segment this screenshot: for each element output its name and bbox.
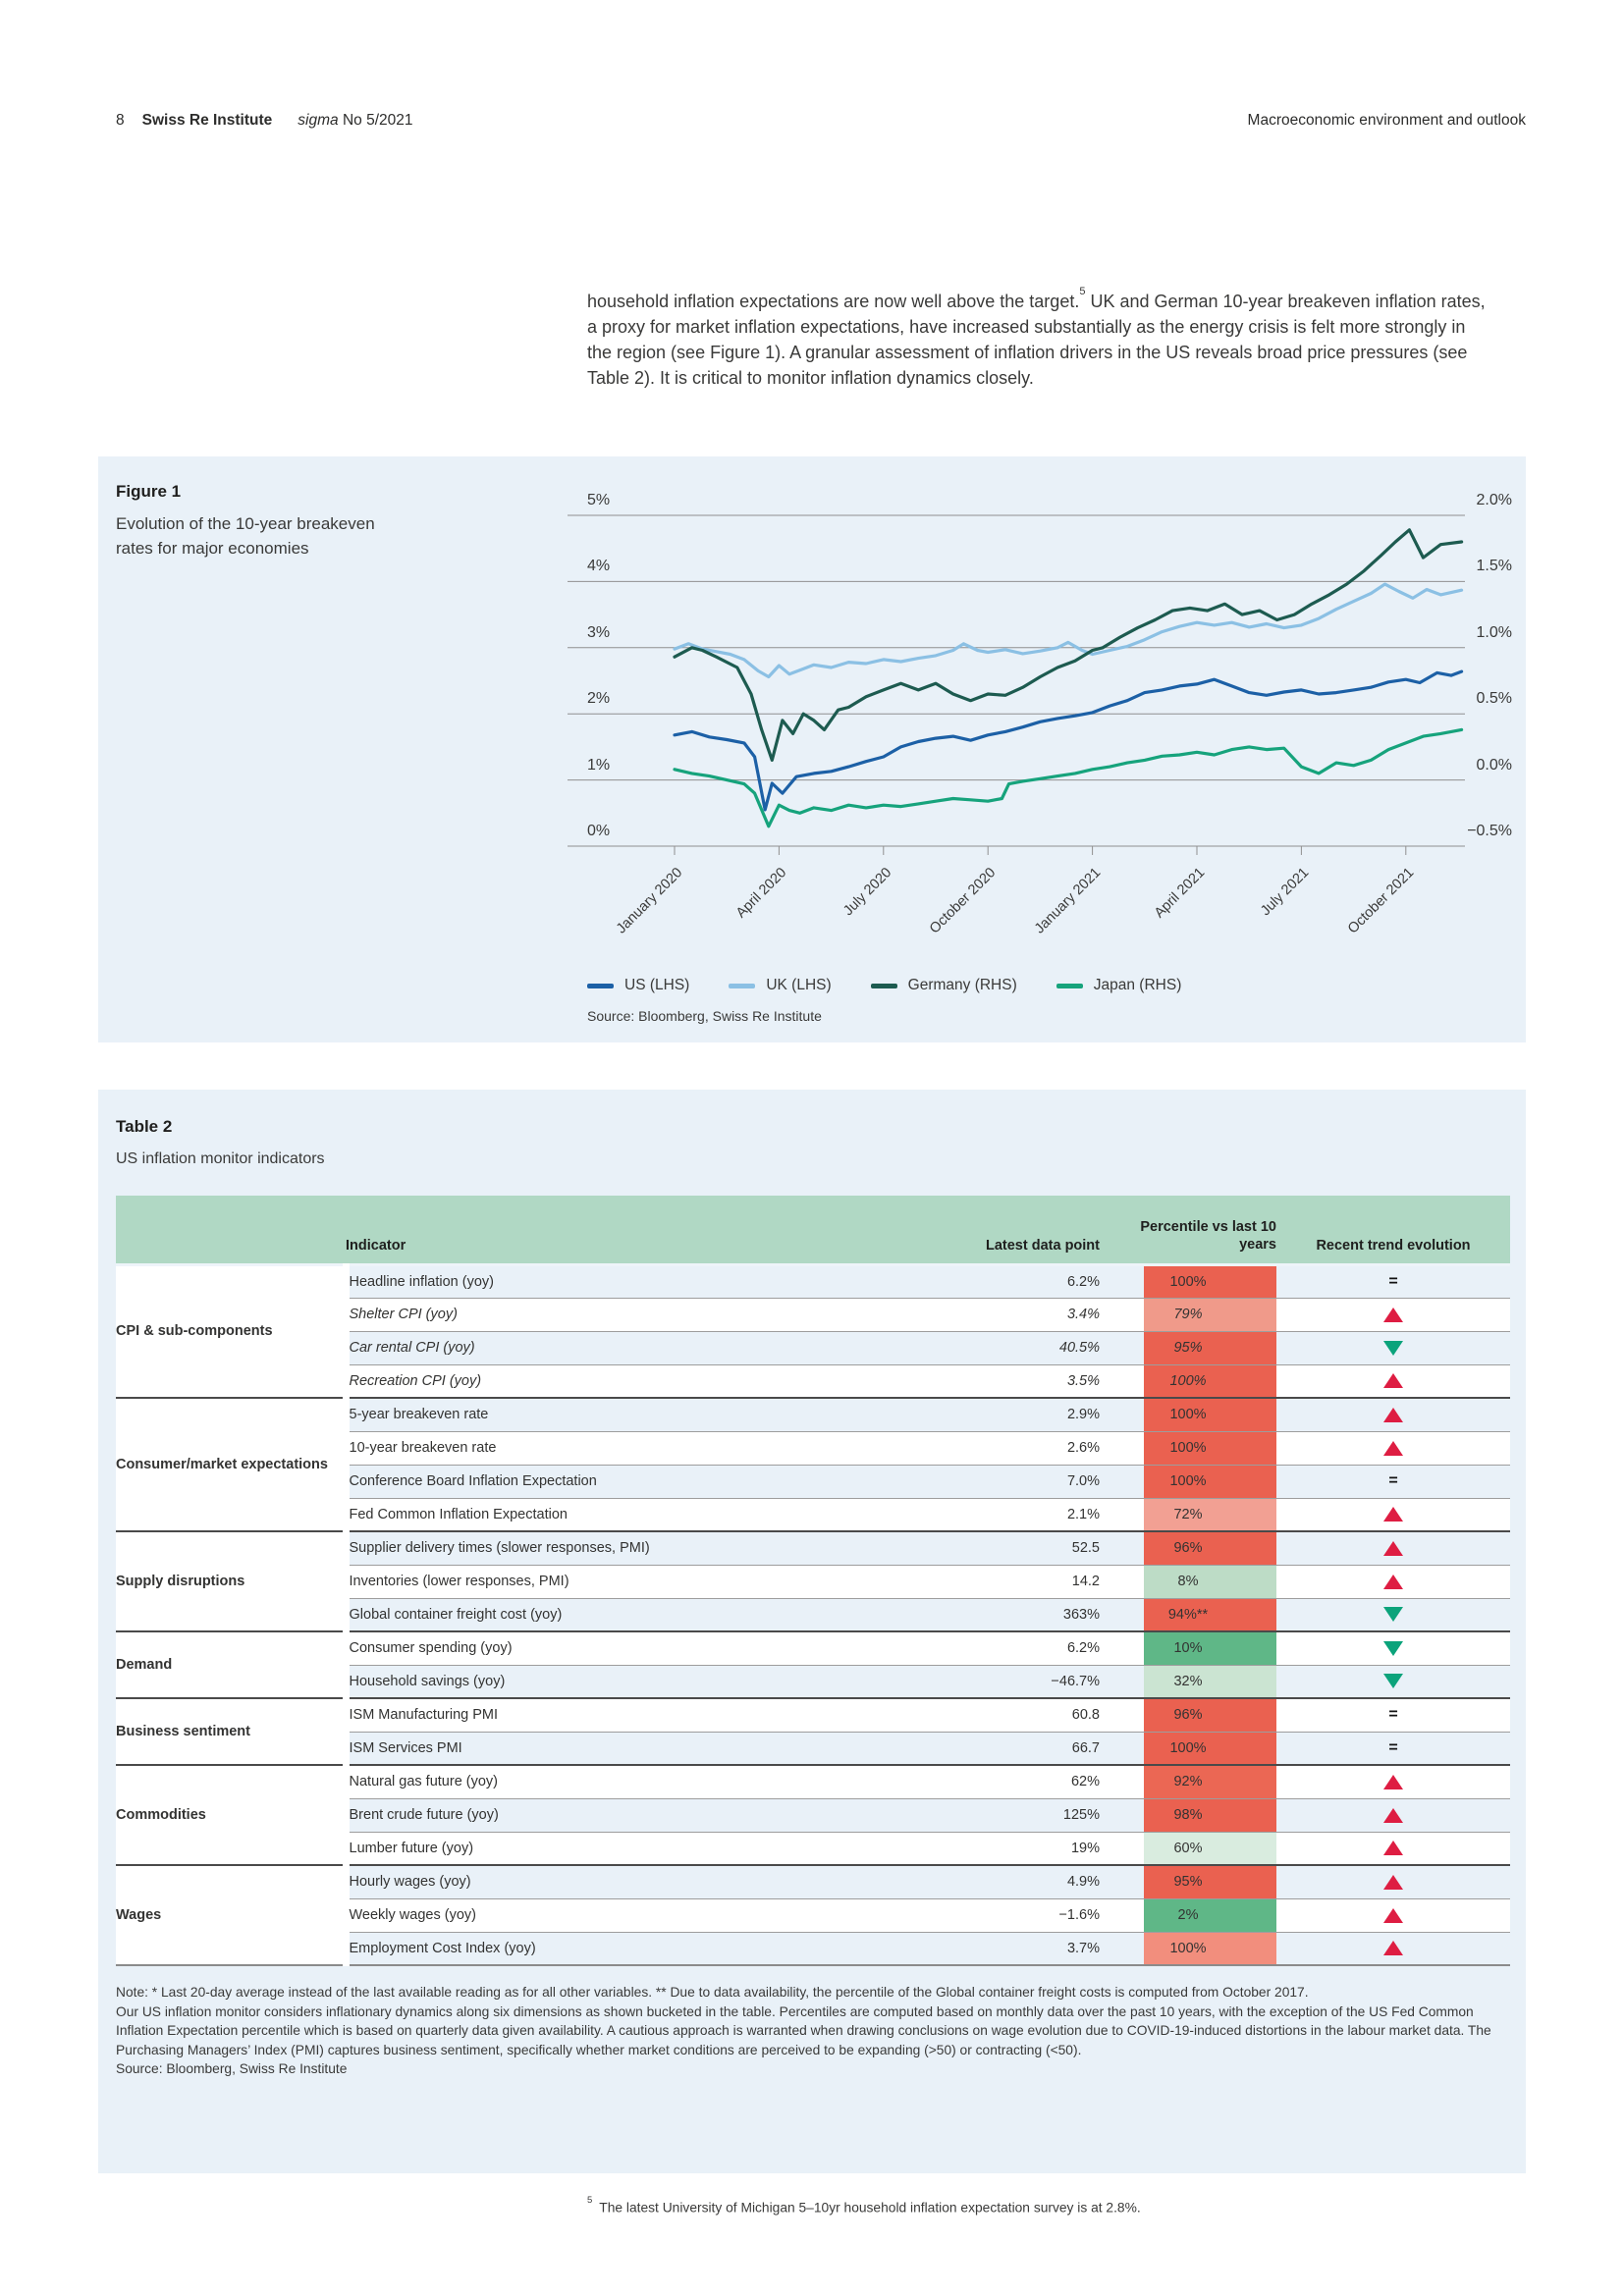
latest-data-cell: 3.7% — [874, 1932, 1100, 1965]
trend-cell — [1276, 1932, 1510, 1965]
latest-data-cell: 125% — [874, 1798, 1100, 1832]
edition-number: No 5/2021 — [342, 112, 413, 129]
trend-cell — [1276, 1665, 1510, 1698]
indicator-cell: Car rental CPI (yoy) — [346, 1331, 874, 1364]
indicator-cell: Shelter CPI (yoy) — [346, 1298, 874, 1331]
page-header — [116, 112, 1526, 130]
latest-data-cell: 19% — [874, 1832, 1100, 1865]
legend-label: UK (LHS) — [766, 977, 832, 993]
footnote-number: 5 — [587, 2195, 593, 2206]
series-line-japan-rhs — [675, 729, 1462, 826]
page-footnote — [587, 2195, 1141, 2216]
x-axis-label: January 2020 — [613, 865, 686, 937]
category-cell: Supply disruptions — [116, 1531, 346, 1631]
trend-cell — [1276, 1364, 1510, 1398]
trend-up-icon — [1383, 1941, 1403, 1955]
header-latest: Latest data point — [874, 1196, 1100, 1264]
right-axis-label: 1.5% — [1476, 558, 1512, 575]
indicator-cell: 10-year breakeven rate — [346, 1431, 874, 1465]
indicator-cell: Hourly wages (yoy) — [346, 1865, 874, 1898]
percentile-cell: 94%** — [1100, 1598, 1276, 1631]
table-row — [116, 1264, 1510, 1298]
trend-cell — [1276, 1598, 1510, 1631]
percentile-cell: 32% — [1100, 1665, 1276, 1698]
indicator-cell: 5-year breakeven rate — [346, 1398, 874, 1431]
trend-cell — [1276, 1732, 1510, 1765]
legend-label: US (LHS) — [624, 977, 690, 993]
header-percentile: Percentile vs last 10 years — [1100, 1196, 1276, 1264]
edition-sigma: sigma — [298, 112, 339, 129]
percentile-cell: 60% — [1100, 1832, 1276, 1865]
percentile-cell: 79% — [1100, 1298, 1276, 1331]
intro-text-a: household inflation expectations are now well above the target. — [587, 292, 1080, 311]
section-title: Macroeconomic environment and outlook — [1247, 112, 1526, 129]
indicator-cell: ISM Manufacturing PMI — [346, 1698, 874, 1732]
right-axis-label: −0.5% — [1467, 823, 1512, 839]
inflation-monitor-table — [116, 1196, 1510, 1966]
table-title: US inflation monitor indicators — [116, 1150, 325, 1167]
trend-cell — [1276, 1298, 1510, 1331]
trend-up-icon — [1383, 1841, 1403, 1855]
brand-name: Swiss Re Institute — [141, 112, 273, 129]
percentile-cell: 100% — [1100, 1364, 1276, 1398]
x-axis-label: October 2020 — [927, 865, 1000, 937]
latest-data-cell: 60.8 — [874, 1698, 1100, 1732]
legend-item — [1056, 977, 1182, 994]
intro-text-b: UK and German 10-year breakeven inflation rates, a proxy for market inflation expectations, have increased substantially as the energy crisis is felt more strongly in the region (see Figure 1). A granular assessment of inflation drivers in the US reveals broad price pressures (see Table 2). It is critical to monitor inflation dynamics closely. — [587, 292, 1486, 388]
latest-data-cell: 52.5 — [874, 1531, 1100, 1565]
indicator-cell: Global container freight cost (yoy) — [346, 1598, 874, 1631]
indicator-cell: ISM Services PMI — [346, 1732, 874, 1765]
page-number: 8 — [116, 112, 125, 129]
percentile-cell: 96% — [1100, 1698, 1276, 1732]
indicator-cell: Brent crude future (yoy) — [346, 1798, 874, 1832]
table-row — [116, 1398, 1510, 1431]
percentile-cell: 96% — [1100, 1531, 1276, 1565]
trend-flat-icon: = — [1388, 1738, 1398, 1756]
indicator-cell: Supplier delivery times (slower responses, PMI) — [346, 1531, 874, 1565]
trend-down-icon — [1383, 1341, 1403, 1356]
percentile-cell: 95% — [1100, 1331, 1276, 1364]
latest-data-cell: 2.6% — [874, 1431, 1100, 1465]
right-axis-label: 0.5% — [1476, 690, 1512, 708]
trend-up-icon — [1383, 1408, 1403, 1422]
x-axis-label: April 2020 — [733, 865, 790, 922]
category-cell: Commodities — [116, 1765, 346, 1865]
table-note — [116, 1983, 1510, 2079]
trend-up-icon — [1383, 1373, 1403, 1388]
percentile-cell: 100% — [1100, 1398, 1276, 1431]
figure-1-panel — [98, 456, 1526, 1042]
x-axis-label: April 2021 — [1151, 865, 1209, 922]
latest-data-cell: 3.5% — [874, 1364, 1100, 1398]
indicator-cell: Conference Board Inflation Expectation — [346, 1465, 874, 1498]
intro-paragraph — [587, 285, 1487, 391]
left-axis-label: 1% — [587, 756, 611, 774]
breakeven-rates-chart — [568, 501, 1465, 858]
percentile-cell: 100% — [1100, 1732, 1276, 1765]
trend-up-icon — [1383, 1575, 1403, 1589]
table-row — [116, 1865, 1510, 1898]
header-indicator: Indicator — [346, 1196, 874, 1264]
trend-up-icon — [1383, 1541, 1403, 1556]
trend-cell — [1276, 1832, 1510, 1865]
trend-up-icon — [1383, 1875, 1403, 1890]
percentile-cell: 100% — [1100, 1465, 1276, 1498]
x-axis-label: October 2021 — [1344, 865, 1418, 937]
latest-data-cell: 62% — [874, 1765, 1100, 1798]
table-row — [116, 1531, 1510, 1565]
figure-source: Source: Bloomberg, Swiss Re Institute — [587, 1008, 822, 1024]
table-row — [116, 1698, 1510, 1732]
trend-cell — [1276, 1765, 1510, 1798]
x-axis-label: July 2021 — [1258, 865, 1313, 920]
category-cell: CPI & sub-components — [116, 1264, 346, 1398]
percentile-cell: 2% — [1100, 1898, 1276, 1932]
trend-flat-icon: = — [1388, 1472, 1398, 1489]
legend-item — [871, 977, 1017, 994]
latest-data-cell: 7.0% — [874, 1465, 1100, 1498]
table-row — [116, 1765, 1510, 1798]
trend-flat-icon: = — [1388, 1706, 1398, 1724]
trend-cell — [1276, 1865, 1510, 1898]
left-axis-label: 3% — [587, 623, 611, 641]
footnote-text: The latest University of Michigan 5–10yr household inflation expectation survey is at 2.8%. — [599, 2200, 1141, 2216]
legend-item — [729, 977, 831, 994]
indicator-cell: Lumber future (yoy) — [346, 1832, 874, 1865]
trend-up-icon — [1383, 1808, 1403, 1823]
latest-data-cell: 363% — [874, 1598, 1100, 1631]
trend-cell — [1276, 1698, 1510, 1732]
latest-data-cell: 14.2 — [874, 1565, 1100, 1598]
percentile-cell: 98% — [1100, 1798, 1276, 1832]
table-note-line2: Our US inflation monitor considers inflationary dynamics along six dimensions as shown bucketed in the table. Percentiles are computed based on monthly data over the past 10 years, with the exception of the US Fed Common Inflation Expectation percentile which is based on quarterly data given availability. A cautious approach is warranted when drawing conclusions on wage evolution due to COVID-19-induced distortions in the labour market data. The Purchasing Managers’ Index (PMI) captures business sentiment, specifically whether market conditions are perceived to be expanding (>50) or contracting (<50). — [116, 2003, 1491, 2057]
latest-data-cell: −46.7% — [874, 1665, 1100, 1698]
indicator-cell: Natural gas future (yoy) — [346, 1765, 874, 1798]
trend-up-icon — [1383, 1507, 1403, 1522]
x-axis-label: July 2020 — [839, 865, 895, 920]
indicator-cell: Employment Cost Index (yoy) — [346, 1932, 874, 1965]
trend-up-icon — [1383, 1308, 1403, 1322]
percentile-cell: 95% — [1100, 1865, 1276, 1898]
percentile-cell: 8% — [1100, 1565, 1276, 1598]
indicator-cell: Inventories (lower responses, PMI) — [346, 1565, 874, 1598]
footnote-marker: 5 — [1079, 286, 1086, 297]
table-note-line1: Note: * Last 20-day average instead of the last available reading as for all other variables. ** Due to data availability, the percentile of the Global container freight costs is computed from October 2017. — [116, 1985, 1309, 2000]
legend-label: Japan (RHS) — [1093, 977, 1182, 993]
left-axis-label: 5% — [587, 492, 611, 508]
trend-cell — [1276, 1264, 1510, 1298]
category-cell: Wages — [116, 1865, 346, 1965]
series-line-germany-rhs — [675, 530, 1462, 761]
left-axis-label: 0% — [587, 823, 611, 839]
trend-up-icon — [1383, 1775, 1403, 1789]
indicator-cell: Household savings (yoy) — [346, 1665, 874, 1698]
latest-data-cell: 2.9% — [874, 1398, 1100, 1431]
percentile-cell: 10% — [1100, 1631, 1276, 1665]
legend-swatch-icon — [587, 984, 614, 988]
trend-down-icon — [1383, 1607, 1403, 1622]
category-cell: Consumer/market expectations — [116, 1398, 346, 1531]
trend-cell — [1276, 1531, 1510, 1565]
category-cell: Demand — [116, 1631, 346, 1698]
latest-data-cell: 66.7 — [874, 1732, 1100, 1765]
header-trend: Recent trend evolution — [1276, 1196, 1510, 1264]
figure-caption-block — [116, 482, 410, 561]
trend-cell — [1276, 1431, 1510, 1465]
legend-swatch-icon — [729, 984, 755, 988]
indicator-cell: Headline inflation (yoy) — [346, 1264, 874, 1298]
trend-up-icon — [1383, 1908, 1403, 1923]
edition-label — [298, 112, 412, 130]
x-axis-label: January 2021 — [1031, 865, 1104, 937]
trend-cell — [1276, 1798, 1510, 1832]
legend-item — [587, 977, 689, 994]
figure-label: Figure 1 — [116, 482, 182, 501]
percentile-cell: 72% — [1100, 1498, 1276, 1531]
legend-swatch-icon — [871, 984, 897, 988]
indicator-cell: Weekly wages (yoy) — [346, 1898, 874, 1932]
chart-legend — [587, 977, 1181, 994]
trend-up-icon — [1383, 1441, 1403, 1456]
latest-data-cell: 2.1% — [874, 1498, 1100, 1531]
percentile-cell: 92% — [1100, 1765, 1276, 1798]
table-source: Source: Bloomberg, Swiss Re Institute — [116, 2061, 348, 2076]
trend-down-icon — [1383, 1674, 1403, 1688]
latest-data-cell: 6.2% — [874, 1631, 1100, 1665]
table-2-panel — [98, 1090, 1526, 2173]
trend-cell — [1276, 1398, 1510, 1431]
page-header-left — [116, 112, 412, 130]
legend-swatch-icon — [1056, 984, 1083, 988]
category-cell: Business sentiment — [116, 1698, 346, 1765]
figure-title: Evolution of the 10-year breakeven rates for major economies — [116, 514, 375, 558]
table-header-row — [116, 1196, 1510, 1264]
latest-data-cell: 4.9% — [874, 1865, 1100, 1898]
trend-cell — [1276, 1498, 1510, 1531]
trend-cell — [1276, 1631, 1510, 1665]
trend-cell — [1276, 1465, 1510, 1498]
latest-data-cell: 6.2% — [874, 1264, 1100, 1298]
trend-cell — [1276, 1331, 1510, 1364]
left-axis-label: 2% — [587, 690, 611, 708]
percentile-cell: 100% — [1100, 1264, 1276, 1298]
right-axis-label: 0.0% — [1476, 756, 1512, 774]
right-axis-label: 2.0% — [1476, 492, 1512, 508]
right-axis-label: 1.0% — [1476, 623, 1512, 641]
trend-flat-icon: = — [1388, 1272, 1398, 1290]
legend-label: Germany (RHS) — [907, 977, 1017, 993]
trend-cell — [1276, 1565, 1510, 1598]
trend-down-icon — [1383, 1641, 1403, 1656]
header-category — [116, 1196, 346, 1264]
latest-data-cell: 40.5% — [874, 1331, 1100, 1364]
trend-cell — [1276, 1898, 1510, 1932]
indicator-cell: Recreation CPI (yoy) — [346, 1364, 874, 1398]
table-row — [116, 1631, 1510, 1665]
table-label: Table 2 — [116, 1117, 173, 1136]
series-line-us-lhs — [675, 671, 1462, 810]
latest-data-cell: −1.6% — [874, 1898, 1100, 1932]
percentile-cell: 100% — [1100, 1431, 1276, 1465]
left-axis-label: 4% — [587, 558, 611, 575]
indicator-cell: Consumer spending (yoy) — [346, 1631, 874, 1665]
percentile-cell: 100% — [1100, 1932, 1276, 1965]
indicator-cell: Fed Common Inflation Expectation — [346, 1498, 874, 1531]
latest-data-cell: 3.4% — [874, 1298, 1100, 1331]
